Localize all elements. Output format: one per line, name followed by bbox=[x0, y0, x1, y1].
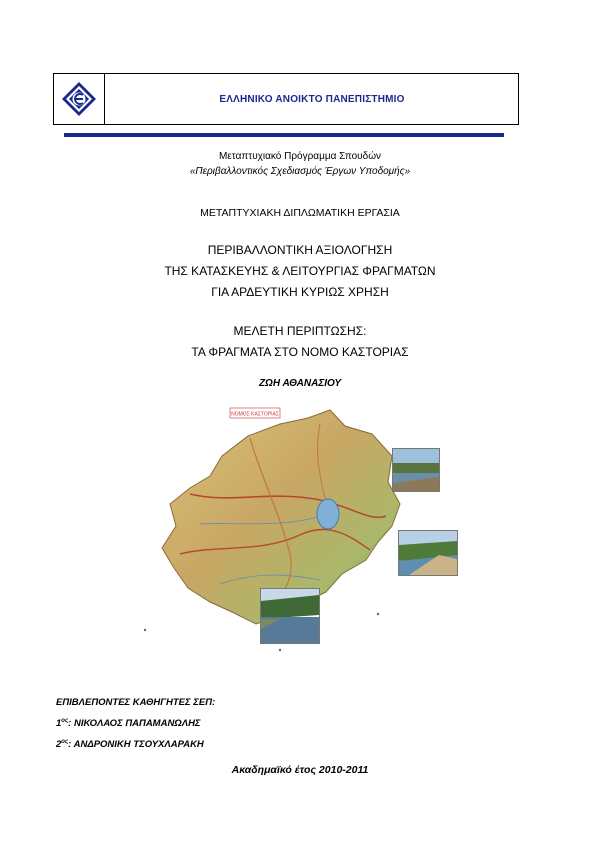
case-study-line-1: ΜΕΛΕΤΗ ΠΕΡΙΠΤΩΣΗΣ: bbox=[233, 324, 367, 338]
university-logo-icon bbox=[54, 74, 104, 124]
title-line-1: ΠΕΡΙΒΑΛΛΟΝΤΙΚΗ ΑΞΙΟΛΟΓΗΣΗ bbox=[207, 243, 393, 257]
program-title: «Περιβαλλοντικός Σχεδιασμός Έργων Υποδομής» bbox=[189, 166, 411, 177]
supervisors-block bbox=[56, 693, 215, 754]
thesis-title bbox=[0, 240, 600, 303]
supervisor-1-name: : ΝΙΚΟΛΑΟΣ ΠΑΠΑΜΑΝΩΛΗΣ bbox=[68, 718, 201, 730]
title-line-2: ΤΗΣ ΚΑΤΑΣΚΕΥΗΣ & ΛΕΙΤΟΥΡΓΙΑΣ ΦΡΑΓΜΑΤΩΝ bbox=[164, 264, 436, 278]
supervisor-1-ordinal: 1 bbox=[56, 718, 62, 730]
supervisor-2-suffix: ος bbox=[61, 739, 69, 746]
program-name: Μεταπτυχιακό Πρόγραμμα Σπουδών bbox=[218, 151, 382, 162]
supervisor-2-ordinal: 2 bbox=[56, 739, 62, 751]
author-name: ΖΩΗ ΑΘΑΝΑΣΙΟΥ bbox=[258, 378, 342, 389]
header-divider bbox=[64, 133, 504, 137]
case-study-line-2: ΤΑ ΦΡΑΓΜΑΤΑ ΣΤΟ ΝΟΜΟ ΚΑΣΤΟΡΙΑΣ bbox=[191, 345, 409, 359]
kastoria-map-figure bbox=[130, 404, 460, 660]
university-name: ΕΛΛΗΝΙΚΟ ΑΝΟΙΚΤΟ ΠΑΝΕΠΙΣΤΗΜΙΟ bbox=[219, 93, 405, 105]
dam-photo-2 bbox=[398, 530, 458, 576]
supervisor-1 bbox=[56, 712, 215, 733]
supervisor-2 bbox=[56, 733, 215, 754]
header-box bbox=[53, 73, 519, 125]
thesis-type: ΜΕΤΑΠΤΥΧΙΑΚΗ ΔΙΠΛΩΜΑΤΙΚΗ ΕΡΓΑΣΙΑ bbox=[200, 207, 400, 219]
map-label: ΝΟΜΟΣ ΚΑΣΤΟΡΙΑΣ bbox=[231, 411, 279, 418]
dam-photo-1 bbox=[392, 448, 440, 492]
academic-year: Ακαδημαϊκό έτος 2010-2011 bbox=[231, 764, 369, 776]
supervisors-heading: ΕΠΙΒΛΕΠΟΝΤΕΣ ΚΑΘΗΓΗΤΕΣ ΣΕΠ: bbox=[56, 697, 216, 708]
logo-cell bbox=[54, 74, 105, 124]
dam-photo-3 bbox=[260, 588, 320, 644]
supervisor-1-suffix: ος bbox=[61, 718, 69, 724]
title-line-3: ΓΙΑ ΑΡΔΕΥΤΙΚΗ ΚΥΡΙΩΣ ΧΡΗΣΗ bbox=[211, 285, 389, 299]
case-study bbox=[0, 321, 600, 363]
supervisor-2-name: : ΑΝΔΡΟΝΙΚΗ ΤΣΟΥΧΛΑΡΑΚΗ bbox=[68, 739, 204, 751]
